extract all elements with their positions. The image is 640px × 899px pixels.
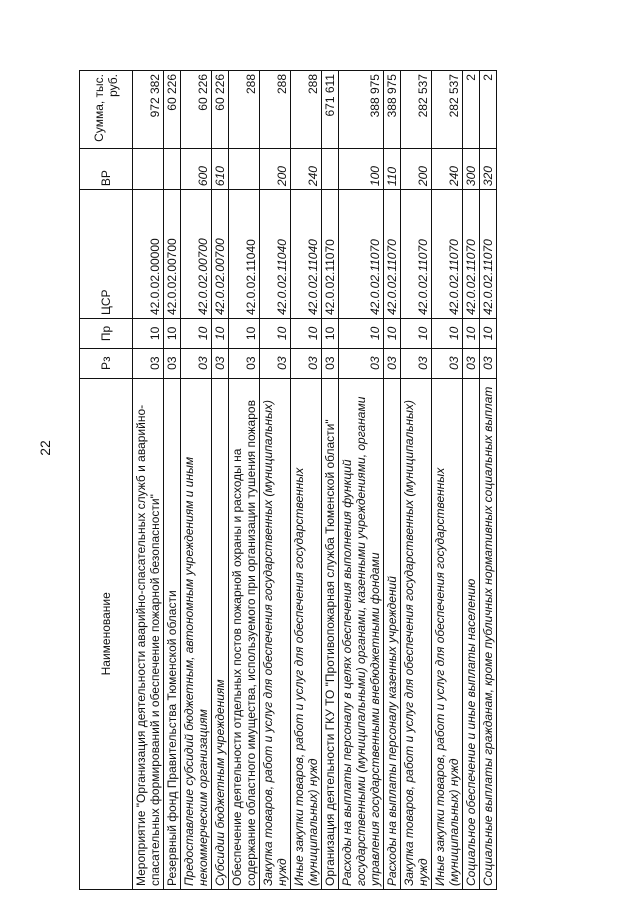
table-row xyxy=(181,71,212,890)
cell-name: Иные закупки товаров, работ и услуг для обеспечения государственных (муниципальных) нужд xyxy=(291,378,322,889)
cell-vr: 600 xyxy=(181,149,212,190)
cell-pr: 10 xyxy=(339,319,384,349)
cell-csr: 42.0.02.00700 xyxy=(181,190,212,319)
cell-pr: 10 xyxy=(401,319,432,349)
cell-vr: 200 xyxy=(260,149,291,190)
cell-vr xyxy=(164,149,181,190)
cell-csr: 42.0.02.11040 xyxy=(260,190,291,319)
cell-pr: 10 xyxy=(432,319,463,349)
cell-rz: 03 xyxy=(432,348,463,378)
page-number: 22 xyxy=(37,440,53,456)
cell-sum: 288 xyxy=(291,71,322,149)
cell-sum: 288 xyxy=(260,71,291,149)
cell-pr: 10 xyxy=(480,319,497,349)
table-row xyxy=(401,71,432,890)
table-row xyxy=(133,71,164,890)
table-row xyxy=(339,71,384,890)
cell-vr: 100 xyxy=(339,149,384,190)
table-row xyxy=(260,71,291,890)
cell-pr: 10 xyxy=(291,319,322,349)
cell-sum: 282 537 xyxy=(432,71,463,149)
cell-rz: 03 xyxy=(229,348,260,378)
table-header-row xyxy=(80,71,133,890)
cell-sum: 2 xyxy=(463,71,480,149)
cell-vr: 320 xyxy=(480,149,497,190)
cell-csr: 42.0.02.11070 xyxy=(401,190,432,319)
budget-table xyxy=(79,70,497,890)
cell-pr: 10 xyxy=(384,319,401,349)
table-row xyxy=(384,71,401,890)
cell-rz: 03 xyxy=(384,348,401,378)
table-row xyxy=(322,71,339,890)
table-body xyxy=(133,71,497,890)
cell-sum: 60 226 xyxy=(212,71,229,149)
cell-sum: 288 xyxy=(229,71,260,149)
table-row xyxy=(432,71,463,890)
table-row xyxy=(229,71,260,890)
header-pr: Пр xyxy=(80,319,133,349)
cell-vr xyxy=(133,149,164,190)
cell-sum: 2 xyxy=(480,71,497,149)
cell-pr: 10 xyxy=(164,319,181,349)
cell-rz: 03 xyxy=(463,348,480,378)
cell-name: Мероприятие "Организация деятельности аварийно-спасательных служб и аварийно-спасательных формирований и обеспечение пожарной безопасности" xyxy=(133,378,164,889)
table-row xyxy=(164,71,181,890)
cell-name: Закупка товаров, работ и услуг для обеспечения государственных (муниципальных) нужд xyxy=(260,378,291,889)
header-rz: Рз xyxy=(80,348,133,378)
cell-sum: 671 611 xyxy=(322,71,339,149)
cell-pr: 10 xyxy=(212,319,229,349)
cell-name: Предоставление субсидий бюджетным, автономным учреждениям и иным некоммерческим организациям xyxy=(181,378,212,889)
table-row xyxy=(480,71,497,890)
cell-csr: 42.0.02.11070 xyxy=(480,190,497,319)
cell-sum: 60 226 xyxy=(181,71,212,149)
cell-rz: 03 xyxy=(260,348,291,378)
cell-csr: 42.0.02.11070 xyxy=(322,190,339,319)
cell-name: Социальное обеспечение и иные выплаты населению xyxy=(463,378,480,889)
cell-name: Закупка товаров, работ и услуг для обеспечения государственных (муниципальных) нужд xyxy=(401,378,432,889)
cell-pr: 10 xyxy=(260,319,291,349)
cell-csr: 42.0.02.11070 xyxy=(463,190,480,319)
cell-rz: 03 xyxy=(164,348,181,378)
cell-vr: 200 xyxy=(401,149,432,190)
cell-csr: 42.0.02.11040 xyxy=(291,190,322,319)
cell-pr: 10 xyxy=(463,319,480,349)
cell-sum: 388 975 xyxy=(339,71,384,149)
cell-vr: 610 xyxy=(212,149,229,190)
cell-pr: 10 xyxy=(322,319,339,349)
cell-name: Расходы на выплаты персоналу казенных учреждений xyxy=(384,378,401,889)
cell-name: Социальные выплаты гражданам, кроме публичных нормативных социальных выплат xyxy=(480,378,497,889)
cell-name: Резервный фонд Правительства Тюменской области xyxy=(164,378,181,889)
cell-vr: 300 xyxy=(463,149,480,190)
cell-rz: 03 xyxy=(133,348,164,378)
cell-rz: 03 xyxy=(401,348,432,378)
header-csr: ЦСР xyxy=(80,190,133,319)
table-row xyxy=(291,71,322,890)
header-name: Наименование xyxy=(80,378,133,889)
cell-vr xyxy=(229,149,260,190)
cell-csr: 42.0.02.11040 xyxy=(229,190,260,319)
cell-csr: 42.0.02.00700 xyxy=(212,190,229,319)
cell-vr xyxy=(322,149,339,190)
cell-sum: 972 382 xyxy=(133,71,164,149)
cell-csr: 42.0.02.00700 xyxy=(164,190,181,319)
cell-sum: 60 226 xyxy=(164,71,181,149)
cell-sum: 282 537 xyxy=(401,71,432,149)
cell-csr: 42.0.02.00000 xyxy=(133,190,164,319)
cell-csr: 42.0.02.11070 xyxy=(339,190,384,319)
cell-name: Организация деятельности ГКУ ТО "Противопожарная служба Тюменской области" xyxy=(322,378,339,889)
cell-sum: 388 975 xyxy=(384,71,401,149)
table-row xyxy=(463,71,480,890)
cell-vr: 240 xyxy=(432,149,463,190)
cell-rz: 03 xyxy=(480,348,497,378)
cell-name: Иные закупки товаров, работ и услуг для обеспечения государственных (муниципальных) нужд xyxy=(432,378,463,889)
cell-rz: 03 xyxy=(181,348,212,378)
cell-csr: 42.0.02.11070 xyxy=(384,190,401,319)
rotated-page xyxy=(79,70,609,890)
header-sum: Сумма, тыс. руб. xyxy=(80,71,133,149)
header-vr: ВР xyxy=(80,149,133,190)
cell-pr: 10 xyxy=(229,319,260,349)
cell-pr: 10 xyxy=(181,319,212,349)
cell-name: Субсидии бюджетным учреждениям xyxy=(212,378,229,889)
cell-vr: 110 xyxy=(384,149,401,190)
table-row xyxy=(212,71,229,890)
cell-rz: 03 xyxy=(291,348,322,378)
cell-rz: 03 xyxy=(322,348,339,378)
cell-pr: 10 xyxy=(133,319,164,349)
cell-vr: 240 xyxy=(291,149,322,190)
cell-name: Обеспечение деятельности отдельных постов пожарной охраны и расходы на содержание областного имущества, используемого при организации тушения пожаров xyxy=(229,378,260,889)
cell-name: Расходы на выплаты персоналу в целях обеспечения выполнения функций государственными (муниципальными) органами, казенными учреждениями, органами управления государственными внебюджетными фондами xyxy=(339,378,384,889)
cell-rz: 03 xyxy=(339,348,384,378)
cell-rz: 03 xyxy=(212,348,229,378)
cell-csr: 42.0.02.11070 xyxy=(432,190,463,319)
